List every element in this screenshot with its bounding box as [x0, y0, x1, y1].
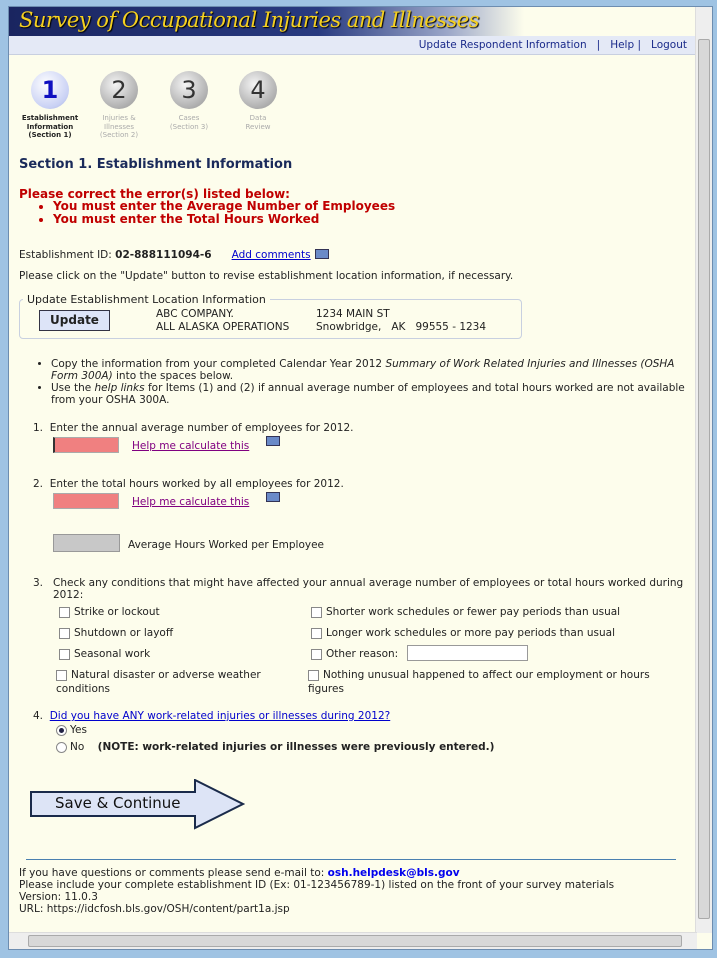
avg-hours-label: Average Hours Worked per Employee: [128, 539, 325, 551]
step-label: (Section 3): [169, 122, 209, 131]
name-line-2: ALL ALASKA OPERATIONS: [156, 321, 290, 333]
q-num: 1.: [33, 422, 44, 434]
q4-link[interactable]: Did you have ANY work-related injuries or illnesses during 2012?: [49, 710, 391, 722]
step-label: Data: [249, 114, 267, 122]
footer-line-1: [19, 867, 614, 879]
separator: |: [637, 39, 642, 51]
step-number: 2: [100, 71, 138, 109]
est-id-label: Establishment ID:: [19, 249, 112, 261]
q3-label: [33, 577, 693, 601]
q-text: Enter the total hours worked by all employees for 2012.: [49, 478, 344, 490]
instructions: [51, 358, 691, 406]
text: Copy the information from your completed Calendar Year 2012: [51, 358, 386, 370]
radio-label: No: [70, 741, 85, 753]
step-label: Establishment: [21, 114, 79, 122]
q-num: 3.: [33, 577, 44, 589]
checkbox-label: Other reason:: [326, 648, 399, 660]
update-button[interactable]: Update: [39, 310, 110, 331]
scroll-thumb[interactable]: [698, 39, 710, 919]
step-label: Cases: [178, 114, 200, 122]
company-address: [316, 308, 486, 334]
text: into the spaces below.: [112, 370, 234, 382]
text: Use the: [51, 382, 95, 394]
total-hours-input[interactable]: [53, 493, 119, 509]
step-2[interactable]: [84, 71, 154, 140]
mail-icon[interactable]: [266, 492, 280, 502]
checkbox[interactable]: [59, 628, 70, 639]
radio[interactable]: [56, 725, 67, 736]
radio-no[interactable]: [56, 741, 494, 753]
error-heading: Please correct the error(s) listed below:: [19, 187, 290, 201]
helpdesk-email-link[interactable]: osh.helpdesk@bls.gov: [327, 867, 460, 879]
checkbox-label: Shutdown or layoff: [74, 627, 174, 639]
q4-label: [33, 710, 390, 722]
step-label: (Section 2): [99, 131, 139, 139]
step-number: 4: [239, 71, 277, 109]
footer-line-2: Please include your complete establishment ID (Ex: 01-123456789-1) listed on the front of your survey materials: [19, 879, 615, 891]
radio-label: Yes: [70, 724, 87, 736]
instruction-1: [51, 358, 691, 382]
cond-strike[interactable]: [59, 606, 160, 618]
browser-window: [8, 6, 713, 950]
checkbox[interactable]: [59, 607, 70, 618]
checkbox-label: Seasonal work: [74, 648, 151, 660]
q-num: 2.: [33, 478, 44, 490]
cond-seasonal[interactable]: [59, 648, 150, 660]
step-number: 1: [31, 71, 69, 109]
help-calc-hours-link[interactable]: Help me calculate this: [132, 496, 250, 508]
mail-icon[interactable]: [266, 436, 280, 446]
text: for Items (1) and (2) if annual average number of employees and total hours worked are not available from your OSHA 300A.: [51, 382, 685, 406]
checkbox[interactable]: [311, 607, 322, 618]
step-3[interactable]: [154, 71, 224, 131]
error-item: • You must enter the Average Number of Employees: [53, 200, 395, 213]
horizontal-scrollbar[interactable]: [9, 932, 697, 949]
step-1[interactable]: [15, 71, 85, 140]
save-continue-label: Save & Continue: [55, 794, 181, 812]
banner-title: Survey of Occupational Injuries and Illnesses: [19, 8, 479, 32]
version: Version: 11.0.3: [19, 891, 98, 903]
checkbox-label: Shorter work schedules or fewer pay periods than usual: [326, 606, 621, 618]
checkbox-label: Nothing unusual happened to affect our employment or hours figures: [308, 669, 650, 695]
step-4[interactable]: [223, 71, 293, 131]
step-label: Information: [26, 122, 74, 131]
address-line-2: Snowbridge, AK 99555 - 1234: [316, 321, 487, 333]
avg-employees-input[interactable]: [53, 437, 119, 453]
top-nav: [9, 36, 695, 55]
cond-shorter[interactable]: [311, 606, 620, 618]
q-num: 4.: [33, 710, 44, 722]
checkbox[interactable]: [59, 649, 70, 660]
save-continue-button[interactable]: [29, 779, 245, 831]
step-label: Injuries &: [102, 114, 136, 122]
establishment-id-row: [19, 249, 329, 261]
checkbox[interactable]: [311, 628, 322, 639]
cond-shutdown[interactable]: [59, 627, 173, 639]
other-reason-input[interactable]: [407, 645, 528, 661]
checkbox[interactable]: [311, 649, 322, 660]
instruction-2: [51, 382, 691, 406]
section-title: Section 1. Establishment Information: [19, 157, 293, 172]
logout-link[interactable]: Logout: [651, 39, 687, 51]
text: If you have questions or comments please send e-mail to:: [19, 867, 328, 879]
step-number: 3: [170, 71, 208, 109]
q4-note: (NOTE: work-related injuries or illnesses were previously entered.): [97, 741, 495, 753]
q2-label: [33, 478, 344, 490]
step-label: (Section 1): [28, 131, 72, 139]
address-line-1: 1234 MAIN ST: [316, 308, 390, 320]
checkbox-label: Longer work schedules or more pay periods than usual: [326, 627, 615, 639]
error-list: [53, 200, 395, 226]
comment-icon[interactable]: [315, 249, 329, 259]
help-link[interactable]: Help: [610, 39, 635, 51]
separator: |: [596, 39, 601, 51]
scroll-thumb[interactable]: [28, 935, 682, 947]
checkbox[interactable]: [56, 670, 67, 681]
radio[interactable]: [56, 742, 67, 753]
company-name: [156, 308, 289, 334]
checkbox-label: Strike or lockout: [74, 606, 160, 618]
update-note: Please click on the "Update" button to revise establishment location information, if necessary.: [19, 270, 514, 282]
checkbox[interactable]: [308, 670, 319, 681]
avg-hours-field: [53, 534, 120, 552]
vertical-scrollbar[interactable]: [695, 7, 712, 933]
step-label: Illnesses: [104, 122, 134, 131]
text: help links: [94, 382, 145, 394]
footer-divider: [26, 859, 676, 860]
add-comments-link[interactable]: Add comments: [231, 249, 311, 261]
cond-other[interactable]: [311, 648, 398, 660]
est-id-value: 02-888111094-6: [115, 249, 212, 261]
location-legend: Update Establishment Location Information: [23, 293, 270, 306]
q-text: Enter the annual average number of employees for 2012.: [49, 422, 354, 434]
q-text: Check any conditions that might have affected your annual average number of employees or total hours worked during 2012:: [53, 577, 684, 601]
name-line-1: ABC COMPANY.: [156, 308, 234, 320]
update-respondent-link[interactable]: Update Respondent Information: [418, 39, 587, 51]
banner: [9, 7, 524, 36]
error-item: • You must enter the Total Hours Worked: [53, 213, 395, 226]
checkbox-label: Natural disaster or adverse weather conditions: [56, 669, 261, 695]
step-label: Review: [245, 122, 271, 131]
text: Summary of Work Related Injuries and Illnesses (OSHA Form 300A): [51, 358, 675, 382]
radio-yes[interactable]: [56, 724, 87, 736]
url: URL: https://idcfosh.bls.gov/OSH/content/part1a.jsp: [19, 903, 290, 915]
q1-label: [33, 422, 353, 434]
cond-longer[interactable]: [311, 627, 615, 639]
footer: [19, 867, 614, 915]
help-calc-employees-link[interactable]: Help me calculate this: [132, 440, 250, 452]
cond-nothing[interactable]: [308, 668, 683, 696]
cond-disaster[interactable]: [56, 668, 286, 696]
